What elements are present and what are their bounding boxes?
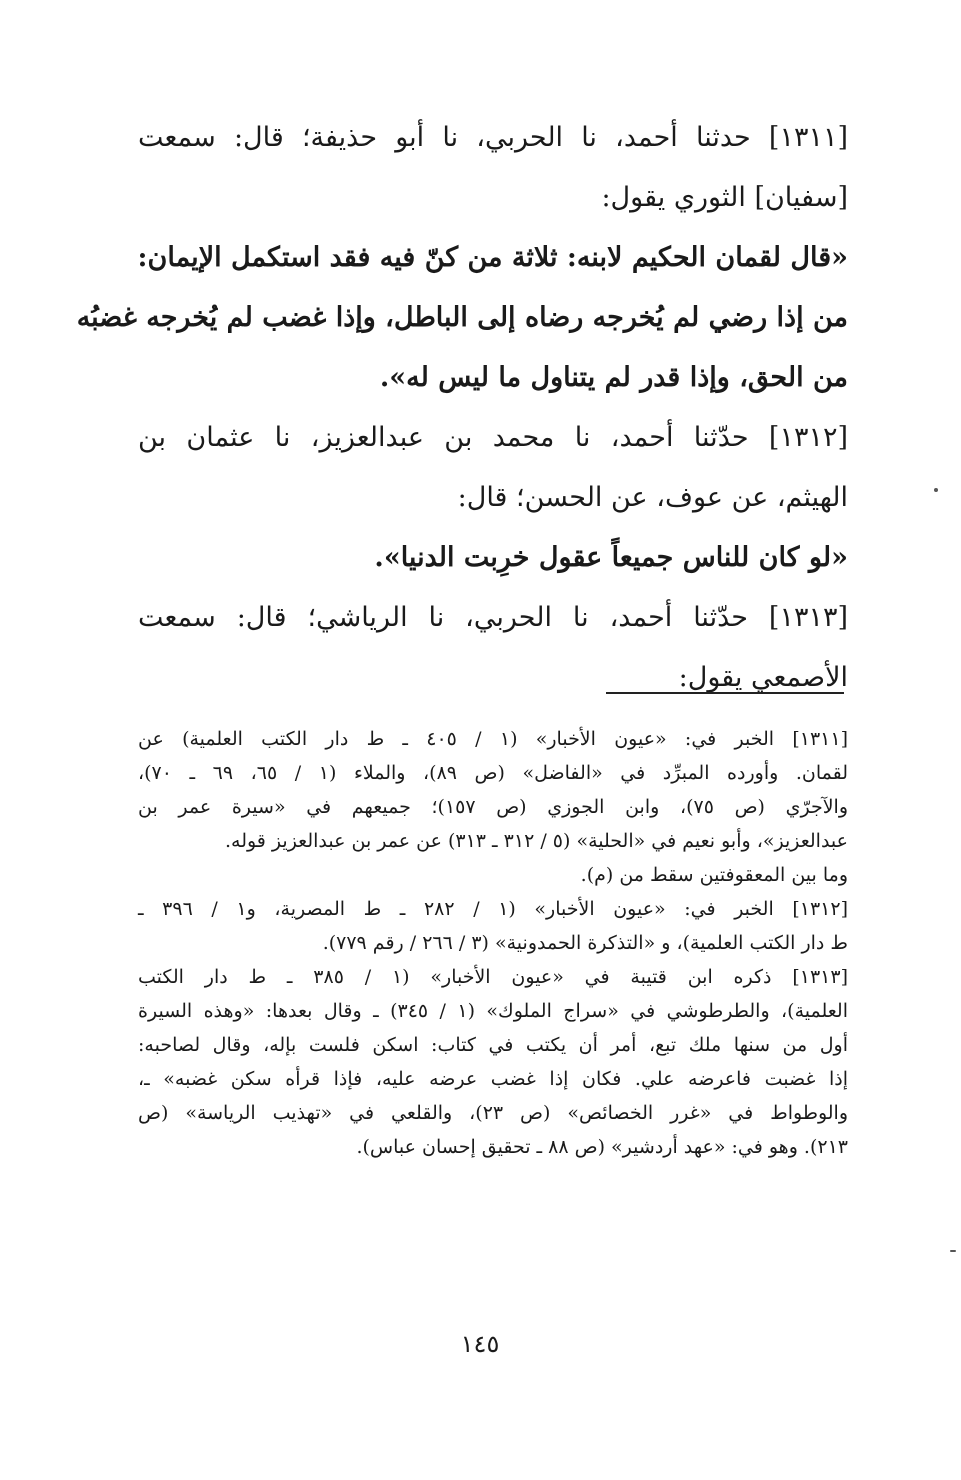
scan-speck: [934, 488, 938, 492]
footnote-line: أول من سنها ملك تبع، أمر أن يكتب في كتاب: اسكن فلست بإله، وقال لصاحبه:: [138, 1034, 848, 1056]
footnote-line: ط دار الكتب العلمية)، و «التذكرة الحمدونية» (٣ / ٢٦٦ / رقم ٧٧٩).: [322, 932, 848, 954]
main-text-line: من الحق، وإذا قدر لم يتناول ما ليس له».: [379, 362, 848, 393]
main-text: [76, 108, 848, 708]
main-text-line: من إذا رضي لم يُخرجه رضاه إلى الباطل، وإذا غضب لم يُخرجه غضبُه: [76, 302, 848, 333]
main-text-line: [١٣١٣] حدّثنا أحمد، نا الحربي، نا الرياشي؛ قال: سمعت: [138, 602, 848, 633]
footnote-line: وما بين المعقوفتين سقط من (م).: [580, 864, 848, 886]
footnote-line: ٢١٣). وهو في: «عهد أردشير» (ص ٨٨ ـ تحقيق إحسان عباس).: [356, 1136, 848, 1158]
footnotes: [138, 722, 848, 1164]
footnote-separator: [606, 692, 844, 694]
main-text-line: الهيثم، عن عوف، عن الحسن؛ قال:: [457, 482, 848, 513]
footnote-line: [١٣١٣] ذكره ابن قتيبة في «عيون الأخبار» (١ / ٣٨٥ ـ ط دار الكتب: [138, 966, 848, 988]
main-text-line: [١٣١٢] حدّثنا أحمد، نا محمد بن عبدالعزيز، نا عثمان بن: [138, 422, 848, 453]
footnote-line: والوطواط في «غرر الخصائص» (ص ٢٣)، والقلعي في «تهذيب الرياسة» (ص: [138, 1102, 849, 1124]
main-text-line: [١٣١١] حدثنا أحمد، نا الحربي، نا أبو حذيفة؛ قال: سمعت: [138, 122, 848, 153]
scan-speck: [950, 1250, 956, 1252]
page-number: ١٤٥: [460, 1330, 500, 1358]
footnote-line: [١٣١١] الخبر في: «عيون الأخبار» (١ / ٤٠٥ ـ ط دار الكتب العلمية) عن: [138, 728, 848, 750]
footnote-line: العلمية)، والطرطوشي في «سراج الملوك» (١ / ٣٤٥) ـ وقال بعدها: «وهذه السيرة: [138, 1000, 849, 1022]
footnote-line: [١٣١٢] الخبر في: «عيون الأخبار» (١ / ٢٨٢ ـ ط المصرية، و١ / ٣٩٦ ـ: [138, 898, 849, 920]
main-text-line: [سفيان] الثوري يقول:: [601, 182, 848, 213]
footnote-line: عبدالعزيز»، وأبو نعيم في «الحلية» (٥ / ٣١٢ ـ ٣١٣) عن عمر بن عبدالعزيز قوله.: [224, 830, 848, 852]
main-text-line: «قال لقمان الحكيم لابنه: ثلاثة من كنّ فيه فقد استكمل الإيمان:: [137, 242, 848, 273]
footnote-line: لقمان. وأورده المبرِّد في «الفاضل» (ص ٨٩)، والملاء (١ / ٦٥، ٦٩ ـ ٧٠)،: [138, 762, 849, 784]
footnote-line: والآجرّي (ص ٧٥)، وابن الجوزي (ص ١٥٧)؛ جميعهم في «سيرة عمر بن: [138, 796, 848, 818]
main-text-line: «لو كان للناس جميعاً عقول خرِبت الدنيا».: [374, 542, 848, 573]
main-text-line: الأصمعي يقول:: [678, 662, 848, 693]
footnote-line: إذا غضبت فاعرضه علي. فكان إذا غضب عرضه عليه، فإذا قرأه سكن غضبه» ـ،: [138, 1068, 848, 1090]
